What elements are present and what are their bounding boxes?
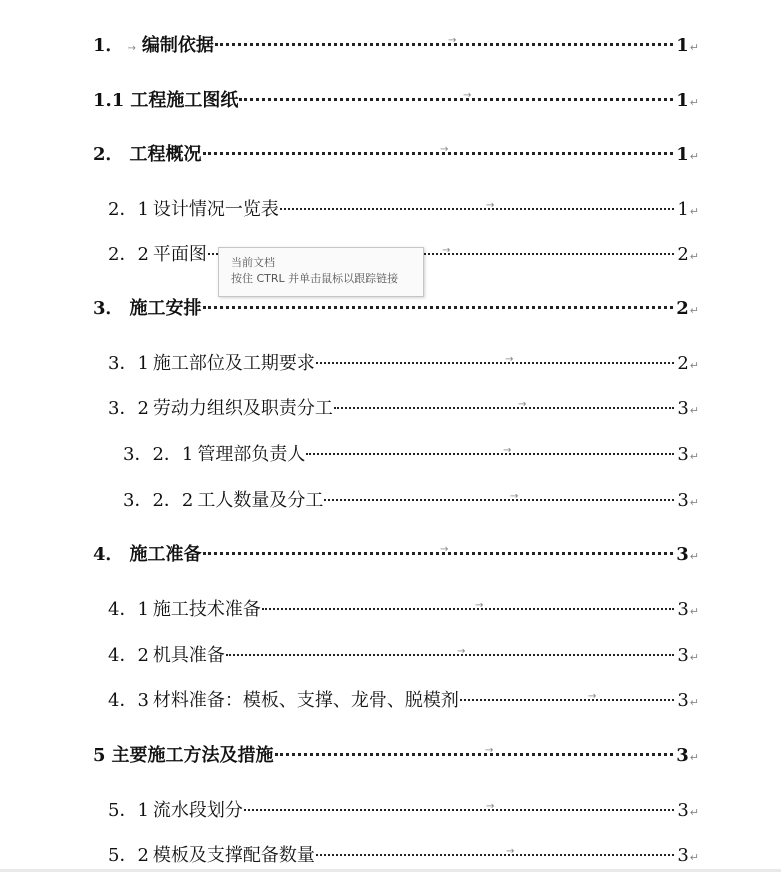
paragraph-mark: ↵ [689,696,699,709]
dot-leader [275,745,674,756]
tab-arrow-mark: → [486,200,495,211]
dot-leader [306,445,674,456]
toc-entry-number: 3．1 [108,353,149,374]
toc-entry-number: 2． [93,144,124,165]
paragraph-mark: ↵ [689,250,699,263]
toc-entry[interactable] [108,394,699,418]
paragraph-mark: ↵ [689,41,699,54]
tab-arrow-mark: → [503,445,512,456]
tab-arrow-mark: → [485,745,494,756]
toc-entry-title: 施工准备 [129,544,202,565]
paragraph-mark: ↵ [689,404,699,417]
dot-leader [280,200,674,211]
toc-entry-number: 1． [93,35,124,56]
dot-leader [316,354,674,365]
toc-entry-number: 5 [93,745,106,766]
toc-page-number: 2 [676,298,689,319]
tab-arrow-mark: → [588,691,597,702]
toc-entry[interactable] [93,294,699,318]
toc-entry-title: 工程概况 [129,144,202,165]
toc-entry-number: 4．1 [108,599,149,620]
paragraph-mark: ↵ [689,496,699,509]
toc-entry-number: 1.1 [93,90,125,111]
toc-entry-title: 工程施工图纸 [130,90,239,111]
toc-entry-title: 工人数量及分工 [197,490,324,511]
toc-entry-number: 5．2 [108,845,149,866]
dot-leader [262,600,674,611]
toc-entry-title: 模板及支撑配备数量 [152,845,315,866]
toc-page-number: 3 [677,845,689,866]
paragraph-mark: ↵ [689,651,699,664]
tab-arrow-mark: → [442,245,451,256]
toc-page-number: 3 [677,645,689,666]
toc-page-number: 1 [676,90,689,111]
toc-entry-title: 施工部位及工期要求 [152,353,315,374]
dot-leader [226,646,674,657]
dot-leader [316,846,674,857]
toc-entry-number: 2．1 [108,199,149,220]
tab-arrow-mark: → [505,354,514,365]
dot-leader [203,144,674,155]
toc-entry-title: 施工技术准备 [152,599,261,620]
toc-entry-title: 管理部负责人 [197,444,306,465]
toc-entry-title: 施工安排 [129,298,202,319]
toc-entry-number: 4．3 [108,690,149,711]
toc-page-number: 3 [676,745,689,766]
paragraph-mark: ↵ [689,304,699,317]
toc-entry[interactable] [93,86,699,110]
toc-entry[interactable] [108,641,699,665]
toc-entry[interactable] [123,440,699,464]
toc-entry-number: 5．1 [108,800,149,821]
tab-arrow-mark: → [486,801,495,812]
toc-entry-title: 编制依据 [141,35,214,56]
toc-page-number: 1 [677,199,689,220]
toc-page-number: 2 [677,244,689,265]
tab-arrow-mark: → [463,90,472,101]
toc-page-number: 1 [676,144,689,165]
toc-page-number: 3 [677,444,689,465]
toc-entry-title: 流水段划分 [152,800,243,821]
toc-page-number: 3 [677,690,689,711]
toc-page-number: 1 [676,35,689,56]
tooltip-hint: 按住 CTRL 并单击鼠标以跟踪链接 [231,272,399,285]
dot-leader [460,691,674,702]
toc-entry[interactable] [93,31,699,55]
tab-arrow-mark: → [127,43,136,54]
tab-arrow-mark: → [518,399,527,410]
toc-entry-number: 3． [93,298,124,319]
toc-entry[interactable] [123,486,699,510]
paragraph-mark: ↵ [689,96,699,109]
dot-leader [215,35,673,46]
toc-page-number: 3 [676,544,689,565]
dot-leader [244,801,674,812]
toc-entry-title: 机具准备 [152,645,225,666]
toc-entry-number: 3．2．2 [123,490,194,511]
toc-page-number: 2 [677,353,689,374]
dot-leader [334,399,674,410]
paragraph-mark: ↵ [689,359,699,372]
dot-leader [203,544,674,555]
paragraph-mark: ↵ [689,605,699,618]
dot-leader [324,491,674,502]
tab-arrow-mark: → [475,600,484,611]
paragraph-mark: ↵ [689,806,699,819]
tab-arrow-mark: → [440,544,449,555]
toc-entry[interactable] [108,841,699,865]
toc-entry-number: 4．2 [108,645,149,666]
toc-entry-title: 劳动力组织及职责分工 [152,398,333,419]
tab-arrow-mark: → [506,846,515,857]
toc-page-number: 3 [677,599,689,620]
toc-entry[interactable] [93,741,699,765]
toc-entry[interactable] [108,195,699,219]
toc-entry[interactable] [108,349,699,373]
toc-entry-number: 3．2 [108,398,149,419]
paragraph-mark: ↵ [689,150,699,163]
toc-entry-title: 主要施工方法及措施 [111,745,274,766]
dot-leader [239,90,673,101]
toc-entry-title: 材料准备：模板、支撑、龙骨、脱模剂 [152,690,459,711]
tooltip-title: 当前文档 [231,256,275,269]
toc-page-number: 3 [677,398,689,419]
paragraph-mark: ↵ [689,851,699,864]
paragraph-mark: ↵ [689,450,699,463]
tab-arrow-mark: → [510,491,519,502]
toc-page-number: 3 [677,490,689,511]
tab-arrow-mark: → [457,646,466,657]
paragraph-mark: ↵ [689,205,699,218]
tab-arrow-mark: → [440,144,449,155]
hyperlink-tooltip [218,247,424,297]
toc-entry-title: 设计情况一览表 [152,199,279,220]
toc-entry-number: 3．2．1 [123,444,194,465]
toc-entry[interactable] [108,595,699,619]
toc-entry-number: 2．2 [108,244,149,265]
toc-entry[interactable] [93,140,699,164]
dot-leader [203,306,674,309]
toc-entry-number: 4． [93,544,124,565]
toc-entry[interactable] [93,540,699,564]
paragraph-mark: ↵ [689,751,699,764]
toc-entry[interactable] [108,686,699,710]
toc-entry-title: 平面图 [152,244,207,265]
toc-entry[interactable] [108,796,699,820]
toc-page-number: 3 [677,800,689,821]
paragraph-mark: ↵ [689,550,699,563]
tab-arrow-mark: → [448,35,457,46]
